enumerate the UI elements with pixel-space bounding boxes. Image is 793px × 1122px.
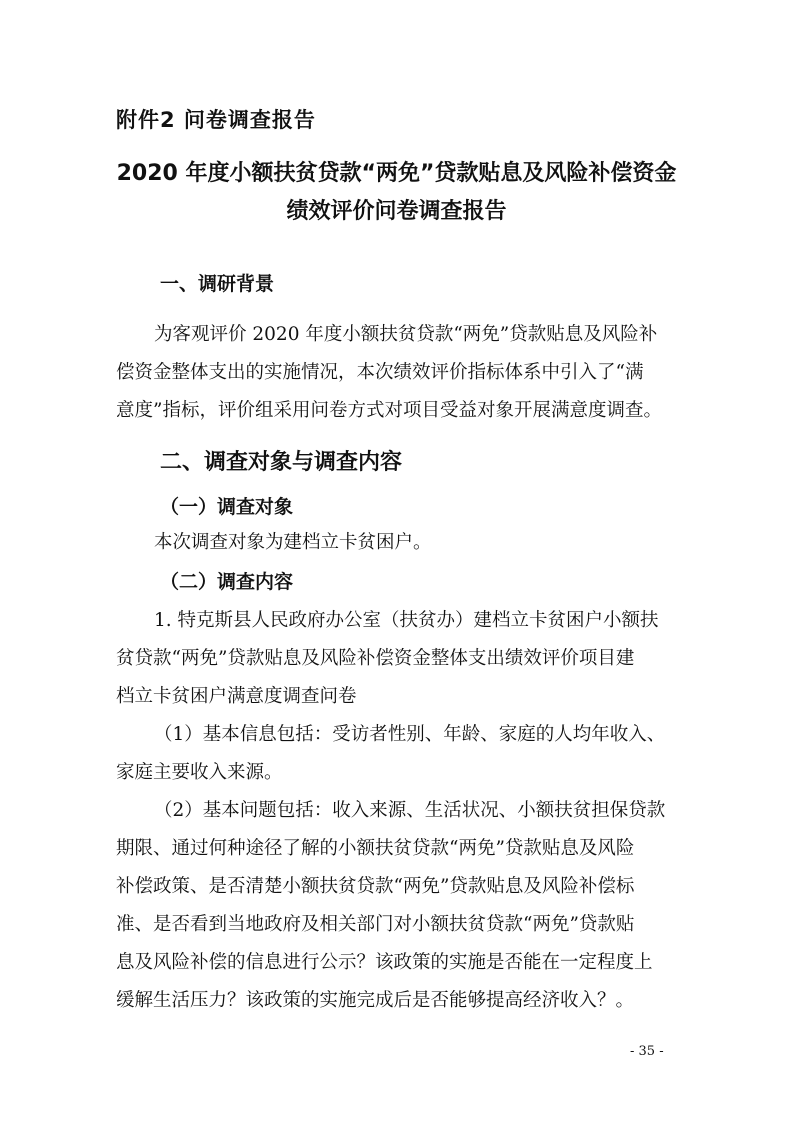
paragraph-line: 1. 特克斯县人民政府办公室（扶贫办）建档立卡贫困户小额扶 [154, 610, 659, 631]
item3-paragraph [116, 792, 691, 1020]
item1-paragraph [116, 602, 691, 716]
paragraph-line: 档立卡贫困户满意度调查问卷 [116, 686, 357, 707]
paragraph-line: 贫贷款“两免”贷款贴息及风险补偿资金整体支出绩效评价项目建 [116, 648, 635, 669]
paragraph-line: 为客观评价 2020 年度小额扶贫贷款“两免”贷款贴息及风险补 [154, 324, 658, 345]
subsection1-heading: （一）调查对象 [160, 496, 294, 518]
paragraph-line: 息及风险补偿的信息进行公示？该政策的实施是否能在一定程度上 [116, 952, 653, 973]
paragraph-line: 家庭主要收入来源。 [116, 762, 283, 783]
paragraph-line: 期限、通过何种途径了解的小额扶贫贷款“两免”贷款贴息及风险 [116, 838, 635, 859]
paragraph-line: （1）基本信息包括：受访者性别、年龄、家庭的人均年收入、 [154, 724, 666, 745]
report-title-line1: 2020 年度小额扶贫贷款“两免”贷款贴息及风险补偿资金 [116, 161, 677, 186]
section1-paragraph [116, 316, 691, 430]
section2-heading: 二、调查对象与调查内容 [160, 450, 403, 475]
paragraph-line: 准、是否看到当地政府及相关部门对小额扶贫贷款“两免”贷款贴 [116, 914, 635, 935]
item2-paragraph [116, 716, 691, 792]
attachment-title: 附件2 问卷调查报告 [116, 108, 316, 132]
paragraph-line: 偿资金整体支出的实施情况，本次绩效评价指标体系中引入了“满 [116, 362, 644, 383]
paragraph-line: 缓解生活压力？该政策的实施完成后是否能够提高经济收入？。 [116, 990, 635, 1011]
paragraph-line: 本次调查对象为建档立卡贫困户。 [154, 532, 432, 553]
paragraph-line: 意度”指标，评价组采用问卷方式对项目受益对象开展满意度调查。 [116, 400, 662, 421]
paragraph-line: 补偿政策、是否清楚小额扶贫贷款“两免”贷款贴息及风险补偿标 [116, 876, 635, 897]
subsection2-heading: （二）调查内容 [160, 571, 294, 593]
report-title-line2: 绩效评价问卷调查报告 [286, 199, 507, 224]
paragraph-line: （2）基本问题包括：收入来源、生活状况、小额扶贫担保贷款 [154, 800, 666, 821]
subsection1-paragraph [116, 524, 691, 562]
page-number: - 35 - [630, 1044, 664, 1059]
section1-heading: 一、调研背景 [160, 273, 275, 295]
